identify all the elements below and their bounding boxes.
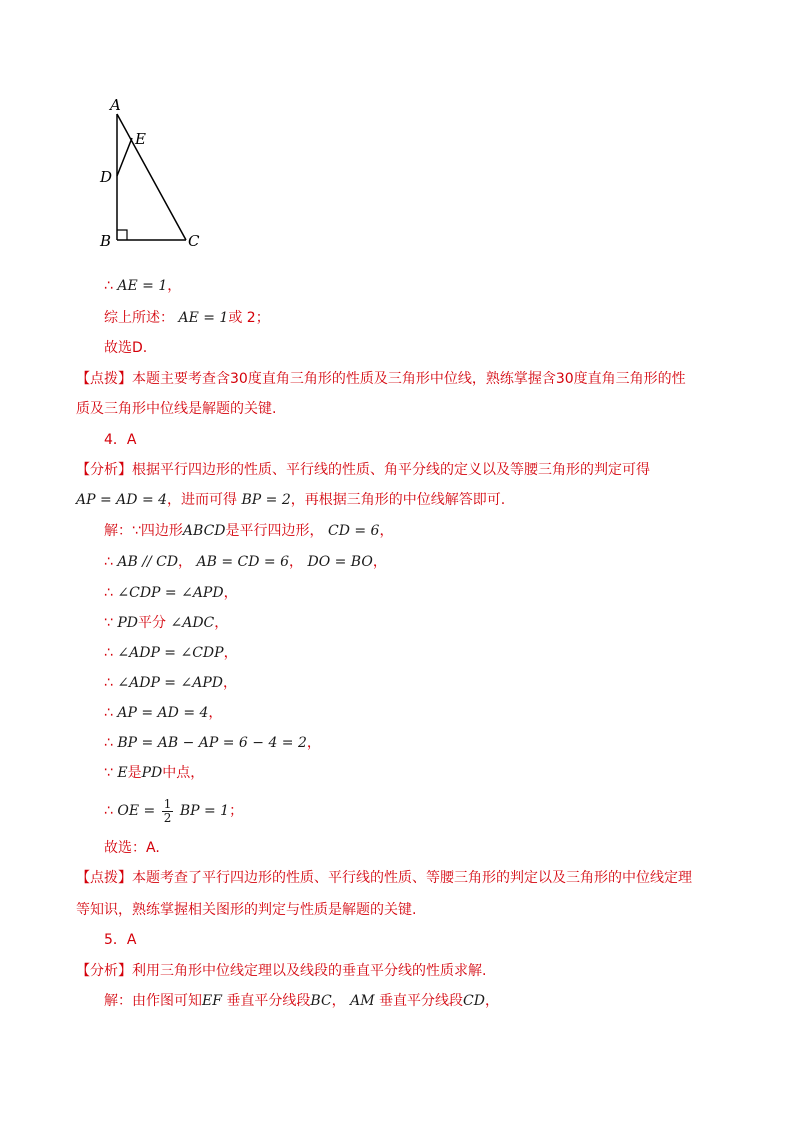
math: CD [463, 993, 485, 1009]
label-a: A [110, 96, 121, 114]
label-c: C [188, 232, 200, 250]
punct: ， [306, 735, 321, 751]
line-9 [104, 521, 393, 541]
punct: ， [208, 705, 223, 721]
equation: AB = CD = 6 [196, 554, 290, 570]
math: EF [202, 993, 222, 1009]
therefore-symbol: ∴ [104, 645, 113, 661]
math: ABCD [182, 523, 226, 539]
therefore-symbol: ∴ [104, 278, 113, 294]
text: 综上所述： [104, 310, 174, 326]
therefore-symbol: ∴ [104, 585, 113, 601]
equation: BP = AB − AP = 6 − 4 = 2 [117, 735, 307, 751]
text: 解：由作图可知 [104, 993, 202, 1009]
text: 利用三角形中位线定理以及线段的垂直平分线的性质求解. [132, 963, 487, 979]
equation: BP = 2 [241, 492, 291, 508]
text: 是平行四边形， [225, 523, 324, 539]
punct: ， [223, 585, 238, 601]
line-4 [76, 369, 686, 389]
punct: ， [372, 554, 387, 570]
tag-label: 【点拨】 [76, 371, 132, 387]
math: ∠ADC [170, 615, 215, 631]
text: 本题考查了平行四边形的性质、平行线的性质、等腰三角形的判定以及三角形的中位线定理 [132, 870, 692, 886]
equation: AP = AD = 4 [76, 492, 168, 508]
tag-label: 【点拨】 [76, 870, 132, 886]
line-24 [104, 991, 499, 1011]
text: ，进而可得 [167, 492, 238, 508]
punct: ； [229, 803, 244, 819]
therefore-symbol: ∴ [104, 735, 113, 751]
line-21 [76, 900, 416, 920]
text: ，再根据三角形的中位线解答即可. [290, 492, 506, 508]
triangle-diagram [90, 92, 230, 252]
text: 解：∵四边形 [104, 523, 183, 539]
text: 是 [127, 765, 142, 781]
text: 垂直平分线段 [226, 993, 311, 1009]
text: 质及三角形中位线是解题的关键. [76, 401, 277, 417]
punct: ； [255, 310, 270, 326]
equation: DO = BO [307, 554, 373, 570]
line-19 [104, 838, 160, 858]
text: 或 [228, 310, 243, 326]
question-number: 5．A [104, 932, 137, 948]
line-3 [104, 338, 147, 358]
line-18 [104, 796, 243, 826]
line-15 [104, 703, 222, 723]
right-angle-mark [117, 230, 127, 240]
therefore-symbol: ∴ [104, 705, 113, 721]
tag-label: 【分析】 [76, 462, 132, 478]
math: PD [117, 615, 139, 631]
text: 等知识，熟练掌握相关图形的判定与性质是解题的关键. [76, 902, 417, 918]
fraction-numerator: 1 [163, 796, 172, 811]
question-number: 4．A [104, 432, 137, 448]
line-7 [76, 460, 650, 480]
line-20 [76, 868, 692, 888]
punct: ， [167, 278, 182, 294]
number: 2 [246, 310, 256, 326]
equation: AP = AD = 4 [117, 705, 209, 721]
punct: ， [178, 554, 193, 570]
punct: ， [223, 645, 238, 661]
line-23 [76, 961, 486, 981]
equation: ∠ADP = ∠CDP [117, 645, 224, 661]
text: 中点， [162, 765, 205, 781]
punct: ， [379, 523, 394, 539]
line-10 [104, 552, 387, 572]
text: 垂直平分线段 [379, 993, 464, 1009]
fraction-denominator: 2 [163, 810, 172, 825]
label-d: D [100, 168, 113, 186]
line-6 [104, 430, 136, 450]
line-13 [104, 643, 238, 663]
segment-de [117, 138, 132, 176]
line-2 [104, 308, 270, 328]
punct: ， [289, 554, 304, 570]
triangle-figure [90, 92, 230, 252]
label-b: B [100, 232, 112, 250]
line-16 [104, 733, 321, 753]
punct: ， [484, 993, 499, 1009]
line-12 [104, 613, 228, 633]
equation: ∠CDP = ∠APD [117, 585, 224, 601]
text: 根据平行四边形的性质、平行线的性质、角平分线的定义以及等腰三角形的判定可得 [132, 462, 650, 478]
therefore-symbol: ∴ [104, 554, 113, 570]
tag-label: 【分析】 [76, 963, 132, 979]
punct: ， [331, 993, 346, 1009]
because-symbol: ∵ [104, 615, 113, 631]
line-5 [76, 399, 276, 419]
label-e: E [135, 130, 146, 148]
math: AM [350, 993, 375, 1009]
therefore-symbol: ∴ [104, 675, 113, 691]
math: PD [141, 765, 163, 781]
because-symbol: ∵ [104, 765, 113, 781]
line-1 [104, 276, 181, 296]
math: E [117, 765, 128, 781]
text: 平分 [138, 615, 167, 631]
therefore-symbol: ∴ [104, 803, 113, 819]
equation: BP = 1 [179, 803, 230, 819]
answer-choice: 故选：A. [104, 840, 160, 856]
line-8 [76, 490, 505, 510]
equation: AB // CD [117, 554, 179, 570]
line-14 [104, 673, 237, 693]
text: 本题主要考查含30度直角三角形的性质及三角形中位线，熟练掌握含30度直角三角形的性 [132, 371, 686, 387]
equation: AE = 1 [178, 310, 229, 326]
segment-ac [117, 114, 186, 240]
punct: ， [214, 615, 229, 631]
fraction-one-half [162, 798, 174, 825]
line-17 [104, 763, 204, 783]
equation: ∠ADP = ∠APD [117, 675, 223, 691]
equation: OE = [117, 803, 156, 819]
answer-choice: 故选D. [104, 340, 148, 356]
math: BC [310, 993, 332, 1009]
line-11 [104, 583, 238, 603]
equation: AE = 1 [117, 278, 168, 294]
line-22 [104, 930, 136, 950]
equation: CD = 6 [327, 523, 380, 539]
punct: ， [222, 675, 237, 691]
